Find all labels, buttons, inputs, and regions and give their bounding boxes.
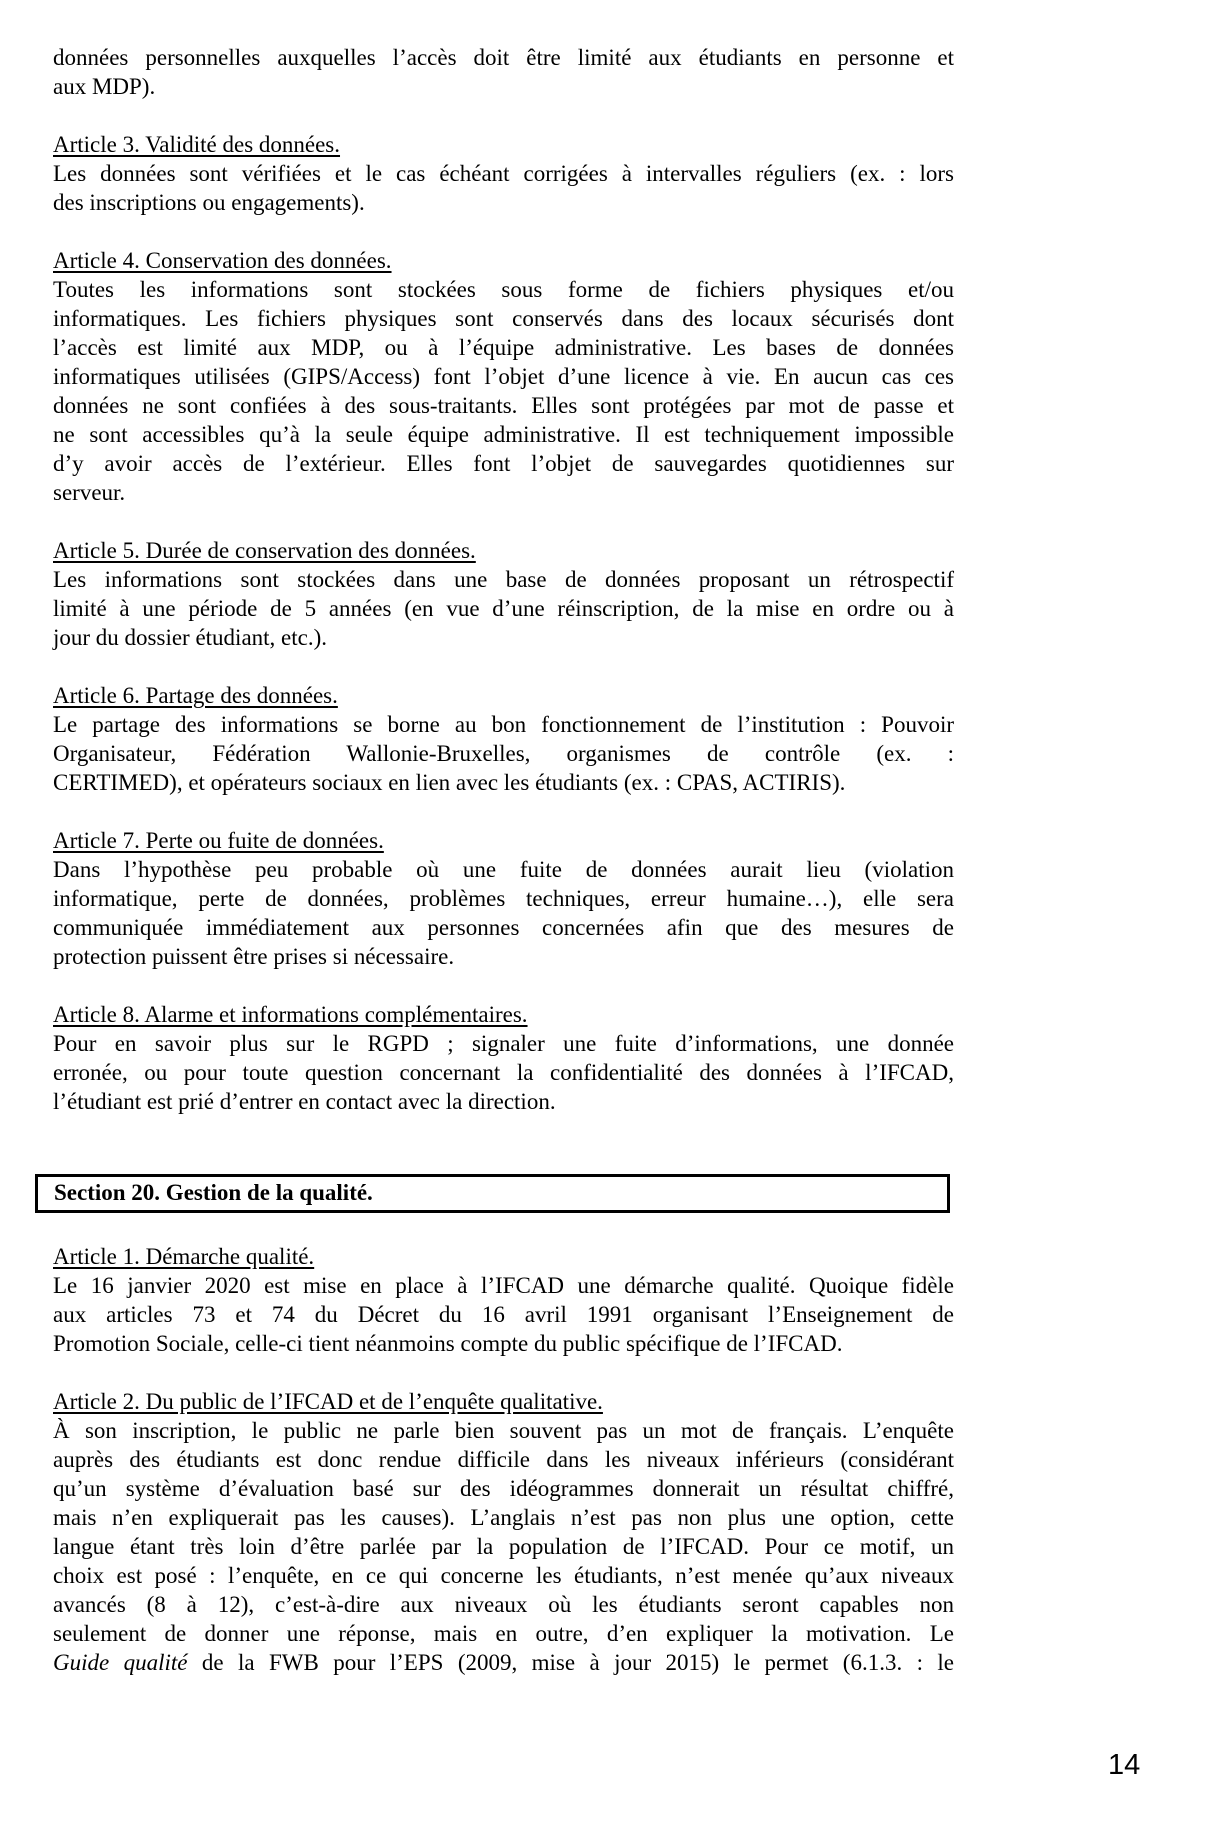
page-number: 14 bbox=[1108, 1749, 1141, 1781]
article-heading: Article 2. Du public de l’IFCAD et de l’enquête qualitative. bbox=[53, 1389, 603, 1414]
text-line: seulement de donner une réponse, mais en outre, d’en expliquer la motivation. Le bbox=[53, 1621, 954, 1646]
text-line: auprès des étudiants est donc rendue difficile dans les niveaux inférieurs (considérant bbox=[53, 1447, 954, 1472]
text-line: Le partage des informations se borne au bon fonctionnement de l’institution : Pouvoir bbox=[53, 712, 954, 737]
paragraph bbox=[53, 1416, 954, 1677]
text-line: jour du dossier étudiant, etc.). bbox=[53, 625, 328, 650]
blank-gap bbox=[53, 1358, 954, 1387]
text-line: mais n’en expliquerait pas les causes). L’anglais n’est pas non plus une option, cette bbox=[53, 1505, 954, 1530]
text-line: informatique, perte de données, problèmes techniques, erreur humaine…), elle sera bbox=[53, 886, 954, 911]
article-heading: Article 7. Perte ou fuite de données. bbox=[53, 828, 384, 853]
blank-gap bbox=[53, 217, 954, 246]
text-line: aux MDP). bbox=[53, 74, 156, 99]
text-line: informatiques. Les fichiers physiques sont conservés dans des locaux sécurisés dont bbox=[53, 306, 954, 331]
article-heading: Article 1. Démarche qualité. bbox=[53, 1244, 315, 1269]
article-heading: Article 3. Validité des données. bbox=[53, 132, 341, 157]
text-line: ne sont accessibles qu’à la seule équipe administrative. Il est techniquement impossible bbox=[53, 422, 954, 447]
document-text-column bbox=[53, 43, 954, 1677]
text-line: limité à une période de 5 années (en vue d’une réinscription, de la mise en ordre ou à bbox=[53, 596, 954, 621]
paragraph bbox=[53, 855, 954, 971]
text-line: À son inscription, le public ne parle bien souvent pas un mot de français. L’enquête bbox=[53, 1418, 954, 1443]
blank-gap bbox=[53, 971, 954, 1000]
paragraph bbox=[53, 1271, 954, 1358]
text-line: données personnelles auxquelles l’accès doit être limité aux étudiants en personne et bbox=[53, 45, 954, 70]
article-heading: Article 5. Durée de conservation des données. bbox=[53, 538, 476, 563]
text-line: l’accès est limité aux MDP, ou à l’équipe administrative. Les bases de données bbox=[53, 335, 954, 360]
text-line: langue étant très loin d’être parlée par la population de l’IFCAD. Pour ce motif, un bbox=[53, 1534, 954, 1559]
blank-gap bbox=[53, 1213, 954, 1242]
section-title-box bbox=[35, 1174, 950, 1213]
text-line: choix est posé : l’enquête, en ce qui concerne les étudiants, n’est menée qu’aux niveaux bbox=[53, 1563, 954, 1588]
blank-gap bbox=[53, 652, 954, 681]
text-segment: de la FWB pour l’EPS (2009, mise à jour 2015) le permet (6.1.3. : le bbox=[187, 1650, 954, 1675]
text-line: Promotion Sociale, celle-ci tient néanmoins compte du public spécifique de l’IFCAD. bbox=[53, 1331, 843, 1356]
text-line: avancés (8 à 12), c’est-à-dire aux niveaux où les étudiants seront capables non bbox=[53, 1592, 954, 1617]
blank-gap bbox=[53, 797, 954, 826]
text-line: informatiques utilisées (GIPS/Access) font l’objet d’une licence à vie. En aucun cas ces bbox=[53, 364, 954, 389]
text-line: Les informations sont stockées dans une base de données proposant un rétrospectif bbox=[53, 567, 954, 592]
section-title: Section 20. Gestion de la qualité. bbox=[54, 1180, 373, 1205]
article-heading: Article 6. Partage des données. bbox=[53, 683, 338, 708]
italic-text: Guide qualité bbox=[53, 1650, 188, 1675]
text-line: Toutes les informations sont stockées sous forme de fichiers physiques et/ou bbox=[53, 277, 954, 302]
text-line: serveur. bbox=[53, 480, 126, 505]
text-line: Organisateur, Fédération Wallonie-Bruxelles, organismes de contrôle (ex. : bbox=[53, 741, 954, 766]
article-heading: Article 8. Alarme et informations complémentaires. bbox=[53, 1002, 528, 1027]
text-line: des inscriptions ou engagements). bbox=[53, 190, 365, 215]
blank-gap bbox=[53, 101, 954, 130]
paragraph bbox=[53, 275, 954, 507]
text-line: Dans l’hypothèse peu probable où une fuite de données aurait lieu (violation bbox=[53, 857, 954, 882]
paragraph bbox=[53, 1029, 954, 1116]
text-line: erronée, ou pour toute question concernant la confidentialité des données à l’IFCAD, bbox=[53, 1060, 954, 1085]
paragraph bbox=[53, 43, 954, 101]
text-line: qu’un système d’évaluation basé sur des idéogrammes donnerait un résultat chiffré, bbox=[53, 1476, 954, 1501]
text-line: d’y avoir accès de l’extérieur. Elles font l’objet de sauvegardes quotidiennes sur bbox=[53, 451, 954, 476]
text-line: Le 16 janvier 2020 est mise en place à l’IFCAD une démarche qualité. Quoique fidèle bbox=[53, 1273, 954, 1298]
paragraph bbox=[53, 565, 954, 652]
text-line: Pour en savoir plus sur le RGPD ; signaler une fuite d’informations, une donnée bbox=[53, 1031, 954, 1056]
paragraph bbox=[53, 710, 954, 797]
text-line bbox=[53, 1648, 954, 1677]
text-line: Les données sont vérifiées et le cas échéant corrigées à intervalles réguliers (ex. : lors bbox=[53, 161, 954, 186]
text-line: données ne sont confiées à des sous-traitants. Elles sont protégées par mot de passe et bbox=[53, 393, 954, 418]
paragraph bbox=[53, 159, 954, 217]
text-line: communiquée immédiatement aux personnes concernées afin que des mesures de bbox=[53, 915, 954, 940]
text-line: aux articles 73 et 74 du Décret du 16 avril 1991 organisant l’Enseignement de bbox=[53, 1302, 954, 1327]
blank-gap bbox=[53, 1116, 954, 1174]
text-line: l’étudiant est prié d’entrer en contact avec la direction. bbox=[53, 1089, 556, 1114]
blank-gap bbox=[53, 507, 954, 536]
text-line: CERTIMED), et opérateurs sociaux en lien avec les étudiants (ex. : CPAS, ACTIRIS). bbox=[53, 770, 846, 795]
article-heading: Article 4. Conservation des données. bbox=[53, 248, 392, 273]
text-line: protection puissent être prises si nécessaire. bbox=[53, 944, 455, 969]
